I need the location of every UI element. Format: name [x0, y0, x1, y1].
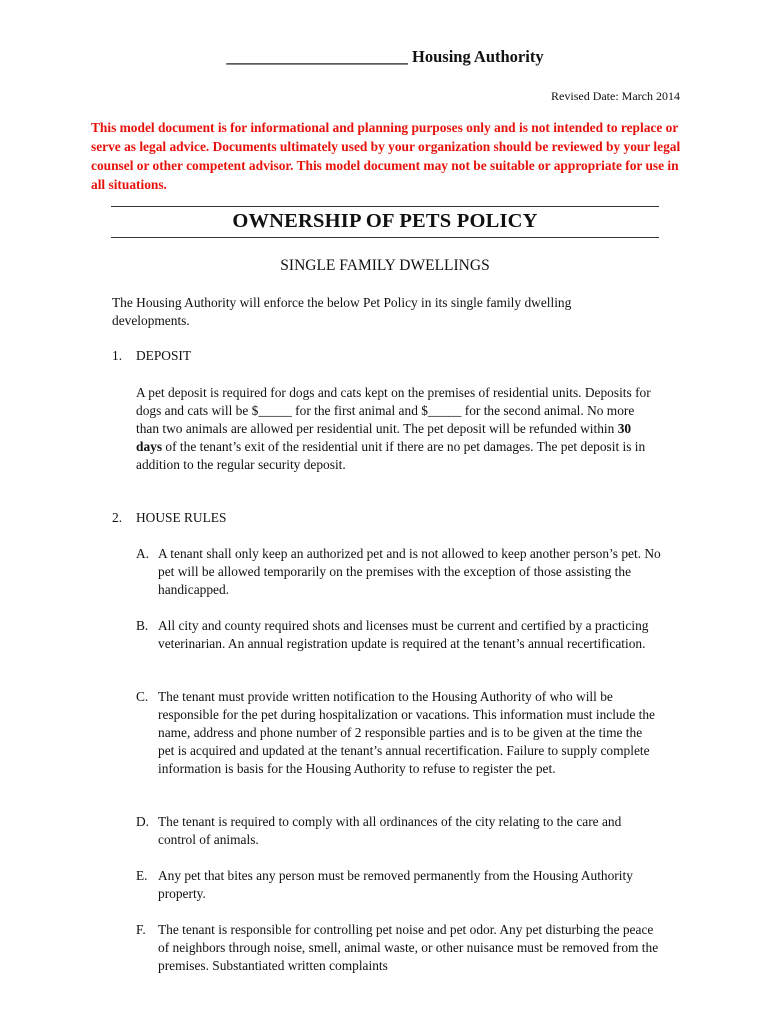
section-number: 1.: [112, 348, 123, 363]
deposit-text-start: A pet deposit is required for dogs and cats kept on the premises of residential units. Deposits for dogs and cats will be $_____ for the first animal and $_____ for the second animal. No more than two animals are allowed per residential unit. The pet deposit will be refunded within: [136, 385, 651, 436]
rule-text: Any pet that bites any person must be removed permanently from the Housing Authority property.: [158, 868, 633, 901]
title-bottom-rule: [111, 237, 659, 238]
title-top-rule: [111, 206, 659, 207]
legal-disclaimer: This model document is for informational and planning purposes only and is not intended to replace or serve as legal advice. Documents ultimately used by your organization should be reviewed by your legal counsel or other competent advisor. This model document may not be suitable or appropriate for use in all situations.: [91, 120, 681, 192]
rule-letter: F.: [136, 922, 146, 937]
rule-text: All city and county required shots and licenses must be current and certified by a practicing veterinarian. An annual registration update is required at the tenant’s annual recertification.: [158, 618, 649, 651]
deposit-text-end: of the tenant’s exit of the residential unit if there are no pet damages. The pet deposit is in addition to the regular security deposit.: [136, 439, 646, 472]
section-title: DEPOSIT: [136, 348, 192, 363]
policy-intro: The Housing Authority will enforce the below Pet Policy in its single family dwelling developments.: [112, 295, 572, 328]
house-rule-item: [136, 617, 661, 653]
house-rule-item: [136, 921, 661, 975]
rule-letter: E.: [136, 868, 148, 883]
section-number: 2.: [112, 510, 123, 525]
house-rule-item: [136, 867, 661, 903]
rule-text: The tenant must provide written notification to the Housing Authority of who will be responsible for the pet during hospitalization or vacations. This information must include the name, address and phone number of 2 responsible parties and is to be given at the time the pet is acquired and updated at the tenant’s annual recertification. Failure to supply complete information is basis for the Housing Authority to refuse to register the pet.: [158, 689, 655, 776]
rule-text: A tenant shall only keep an authorized pet and is not allowed to keep another person’s pet. No pet will be allowed temporarily on the premises with the exception of those assisting the handicapped.: [158, 546, 661, 597]
policy-title: OWNERSHIP OF PETS POLICY: [232, 210, 538, 232]
policy-subtitle: SINGLE FAMILY DWELLINGS: [280, 257, 490, 274]
rule-text: The tenant is required to comply with all ordinances of the city relating to the care and control of animals.: [158, 814, 622, 847]
revised-date: Revised Date: March 2014: [551, 89, 680, 103]
rule-text: The tenant is responsible for controlling pet noise and pet odor. Any pet disturbing the peace of neighbors through noise, smell, animal waste, or other nuisance must be removed from the premises. Substantiated written complaints: [158, 922, 659, 973]
deposit-refund-days: 30 days: [136, 421, 632, 454]
house-rule-item: [136, 813, 661, 849]
section-title: HOUSE RULES: [136, 510, 227, 525]
rule-letter: C.: [136, 689, 149, 704]
rule-letter: B.: [136, 618, 149, 633]
section-house-rules-heading: [112, 510, 226, 526]
housing-authority-header: ______________________ Housing Authority: [226, 47, 544, 66]
house-rule-item: [136, 545, 661, 599]
rule-letter: A.: [136, 546, 150, 561]
deposit-paragraph: [136, 384, 656, 474]
house-rule-item: [136, 688, 661, 778]
rule-letter: D.: [136, 814, 150, 829]
section-deposit-heading: [112, 348, 191, 364]
